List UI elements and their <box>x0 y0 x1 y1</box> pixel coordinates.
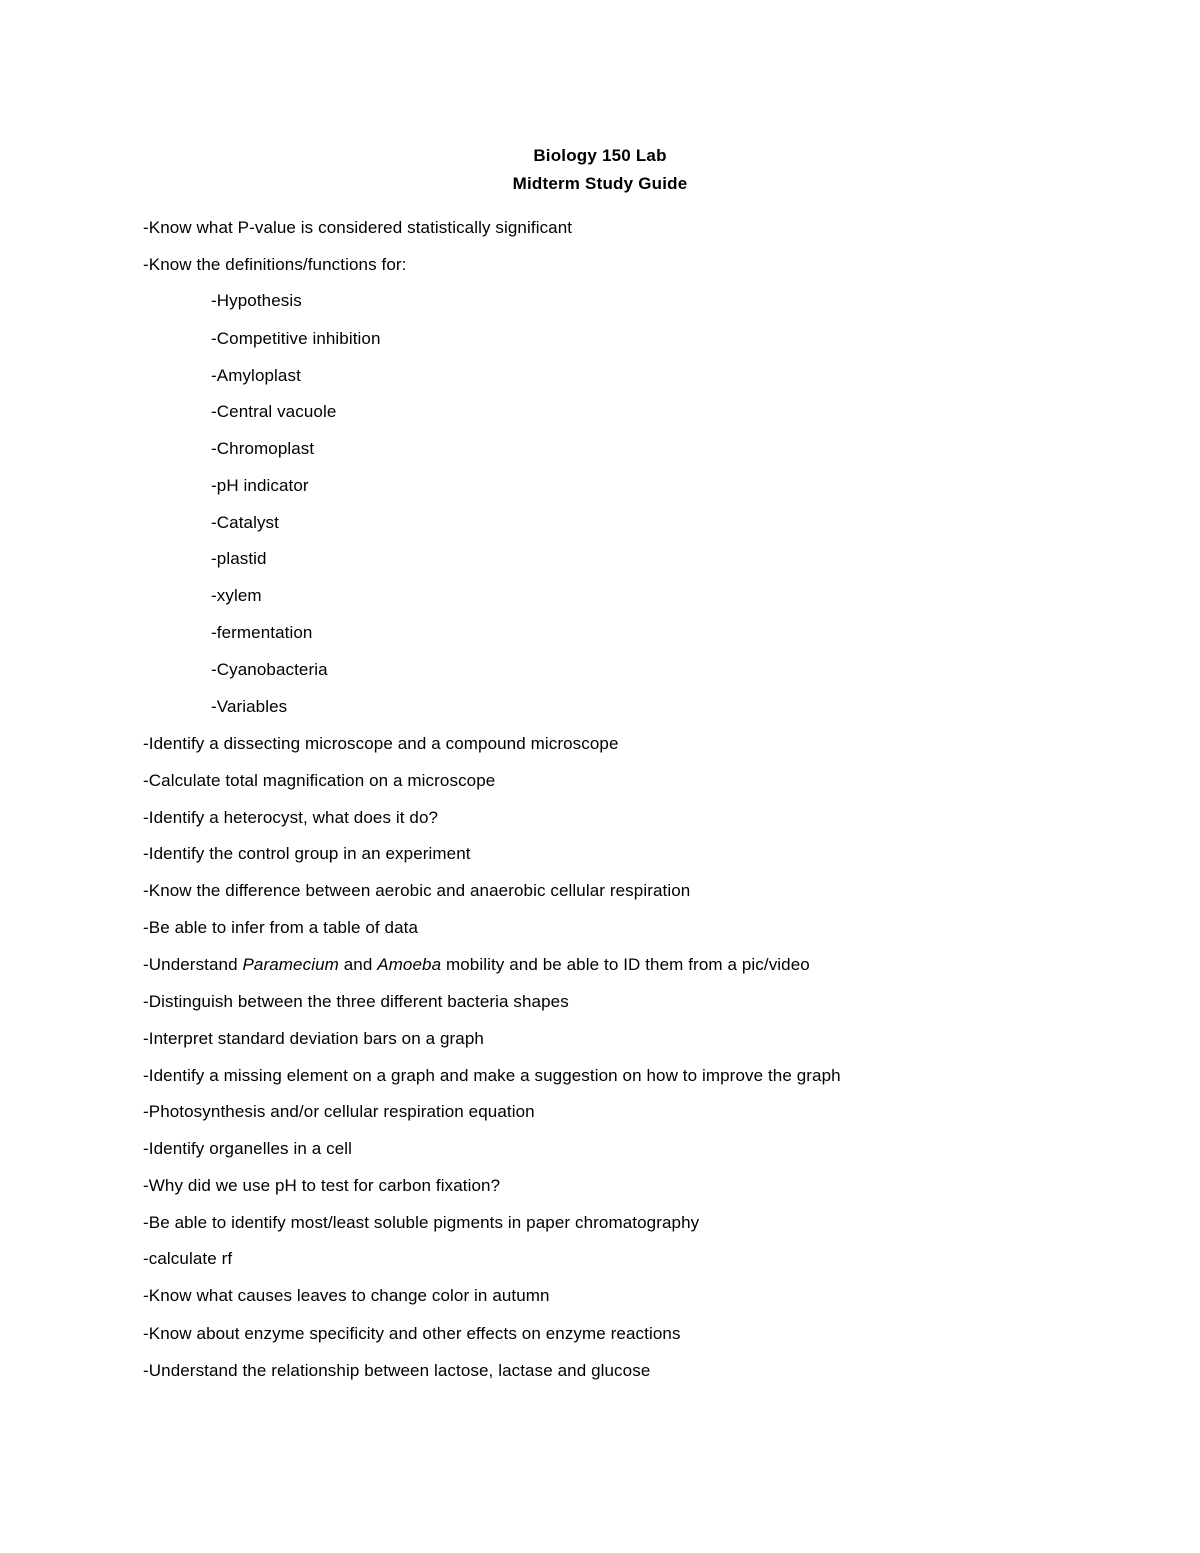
study-item: -Identify the control group in an experiment <box>143 844 471 863</box>
study-item: -Identify organelles in a cell <box>143 1139 353 1158</box>
study-item: -Identify a missing element on a graph and make a suggestion on how to improve the graph <box>143 1066 841 1085</box>
definition-item: -fermentation <box>211 623 313 642</box>
study-item: -Identify a dissecting microscope and a compound microscope <box>143 734 619 753</box>
study-item: -Know what causes leaves to change color in autumn <box>143 1286 550 1305</box>
mobility-text-2: and <box>338 955 378 974</box>
study-item: -Be able to infer from a table of data <box>143 918 419 937</box>
study-item: -Interpret standard deviation bars on a graph <box>143 1029 484 1048</box>
study-item: -Know the difference between aerobic and anaerobic cellular respiration <box>143 881 691 900</box>
definition-item: -xylem <box>211 586 262 605</box>
mobility-text-3: mobility and be able to ID them from a pic/video <box>441 955 810 974</box>
definition-item: -Catalyst <box>211 513 279 532</box>
definition-item: -Central vacuole <box>211 402 337 421</box>
definition-item: -Hypothesis <box>211 291 302 310</box>
organism-name-amoeba: Amoeba <box>377 955 442 974</box>
study-item: -Calculate total magnification on a microscope <box>143 771 496 790</box>
study-item: -calculate rf <box>143 1249 233 1268</box>
definition-item: -Variables <box>211 697 288 716</box>
definition-item: -Chromoplast <box>211 439 315 458</box>
study-item: -Photosynthesis and/or cellular respiration equation <box>143 1102 535 1121</box>
study-item-mobility <box>143 954 810 976</box>
document-title: Biology 150 Lab <box>533 146 667 165</box>
organism-name-paramecium: Paramecium <box>242 955 339 974</box>
definition-item: -Cyanobacteria <box>211 660 328 679</box>
definition-item: -pH indicator <box>211 476 309 495</box>
definition-item: -Amyloplast <box>211 366 301 385</box>
definition-item: -Competitive inhibition <box>211 329 381 348</box>
study-item: -Distinguish between the three different bacteria shapes <box>143 992 569 1011</box>
document-subtitle: Midterm Study Guide <box>512 174 688 193</box>
study-item-pvalue: -Know what P-value is considered statistically significant <box>143 218 573 237</box>
study-item: -Be able to identify most/least soluble pigments in paper chromatography <box>143 1213 700 1232</box>
definitions-heading: -Know the definitions/functions for: <box>143 255 407 274</box>
definition-item: -plastid <box>211 549 267 568</box>
study-item: -Understand the relationship between lactose, lactase and glucose <box>143 1361 651 1380</box>
study-item: -Know about enzyme specificity and other effects on enzyme reactions <box>143 1324 681 1343</box>
study-item: -Why did we use pH to test for carbon fixation? <box>143 1176 501 1195</box>
mobility-text-1: -Understand <box>143 955 243 974</box>
study-item: -Identify a heterocyst, what does it do? <box>143 808 439 827</box>
